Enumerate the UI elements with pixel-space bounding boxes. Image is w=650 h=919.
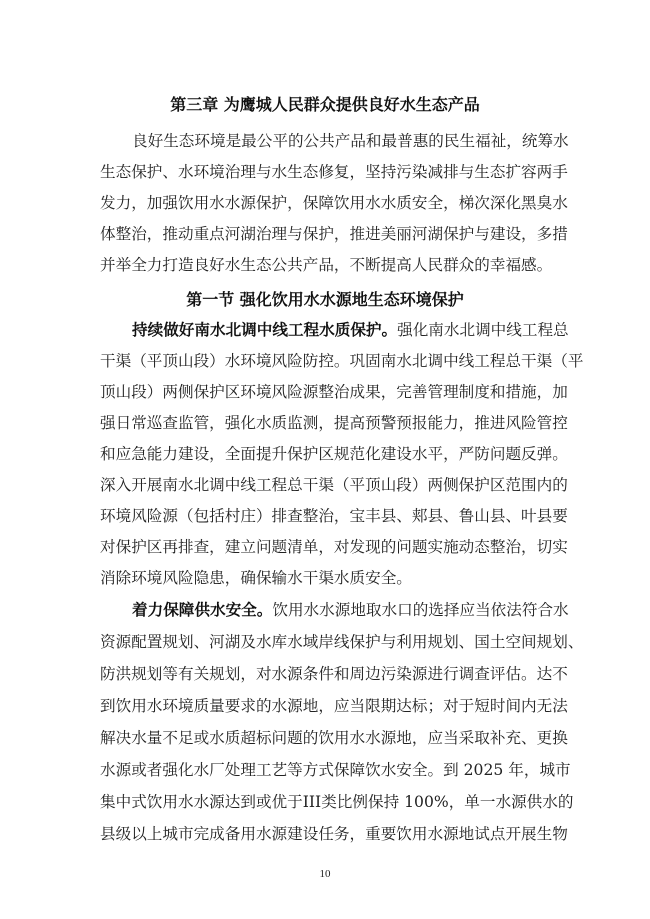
text-line: 水源或者强化水厂处理工艺等方式保障饮水安全。到 2025 年，城市 (100, 761, 571, 779)
text-span: 饮用水水源地取水口的选择应当依法符合水 (272, 601, 569, 619)
text-line: 并举全力打造良好水生态公共产品，不断提高人民群众的幸福感。 (100, 256, 553, 274)
paragraph-lead: 持续做好南水北调中线工程水质保护。 (132, 321, 398, 339)
text-line: 深入开展南水北调中线工程总干渠（平顶山段）两侧保护区范围内的 (100, 476, 568, 494)
text-line: 干渠（平顶山段）水环境风险防控。巩固南水北调中线工程总干渠（平 (100, 352, 584, 370)
text-line: 生态保护、水环境治理与水生态修复，坚持污染减排与生态扩容两手 (100, 163, 568, 181)
text-line (100, 595, 569, 627)
text-line: 消除环境风险隐患，确保输水干渠水质安全。 (100, 569, 412, 587)
intro-paragraph (100, 126, 569, 281)
text-line: 对保护区再排查，建立问题清单，对发现的问题实施动态整治，切实 (100, 538, 568, 556)
text-line: 顶山段）两侧保护区环境风险源整治成果，完善管理制度和措施，加 (100, 383, 568, 401)
text-line: 资源配置规划、河湖及水库水域岸线保护与利用规划、国土空间规划、 (100, 633, 584, 651)
paragraph-water-supply (100, 595, 584, 851)
text-line: 集中式饮用水水源达到或优于III类比例保持 100%，单一水源供水的 (100, 793, 574, 811)
text-line: 县级以上城市完成备用水源建设任务，重要饮用水源地试点开展生物 (100, 825, 568, 843)
text-line: 环境风险源（包括村庄）排查整治，宝丰县、郏县、鲁山县、叶县要 (100, 507, 568, 525)
text-line: 良好生态环境是最公平的公共产品和最普惠的民生福祉，统筹水 (132, 132, 569, 150)
text-line: 和应急能力建设，全面提升保护区规范化建设水平，严防问题反弹。 (100, 445, 568, 463)
page-number: 10 (319, 868, 331, 880)
text-line: 防洪规划等有关规划，对水源条件和周边污染源进行调查评估。达不 (100, 665, 568, 683)
text-span: 强化南水北调中线工程总 (397, 321, 569, 339)
text-line (100, 315, 569, 346)
text-line: 解决水量不足或水质超标问题的饮用水水源地，应当采取补充、更换 (100, 729, 568, 747)
paragraph-lead: 着力保障供水安全。 (132, 601, 273, 619)
text-line: 到饮用水环境质量要求的水源地，应当限期达标；对于短时间内无法 (100, 697, 568, 715)
text-line: 强日常巡查监管，强化水质监测，提高预警预报能力，推进风险管控 (100, 414, 568, 432)
chapter-title: 第三章 为鹰城人民群众提供良好水生态产品 (170, 95, 480, 114)
paragraph-water-transfer (100, 315, 584, 594)
text-line: 发力，加强饮用水水源保护，保障饮用水水质安全，梯次深化黑臭水 (100, 194, 568, 212)
text-line: 体整治，推动重点河湖治理与保护，推进美丽河湖保护与建设，多措 (100, 225, 568, 243)
section-title: 第一节 强化饮用水水源地生态环境保护 (186, 290, 464, 309)
